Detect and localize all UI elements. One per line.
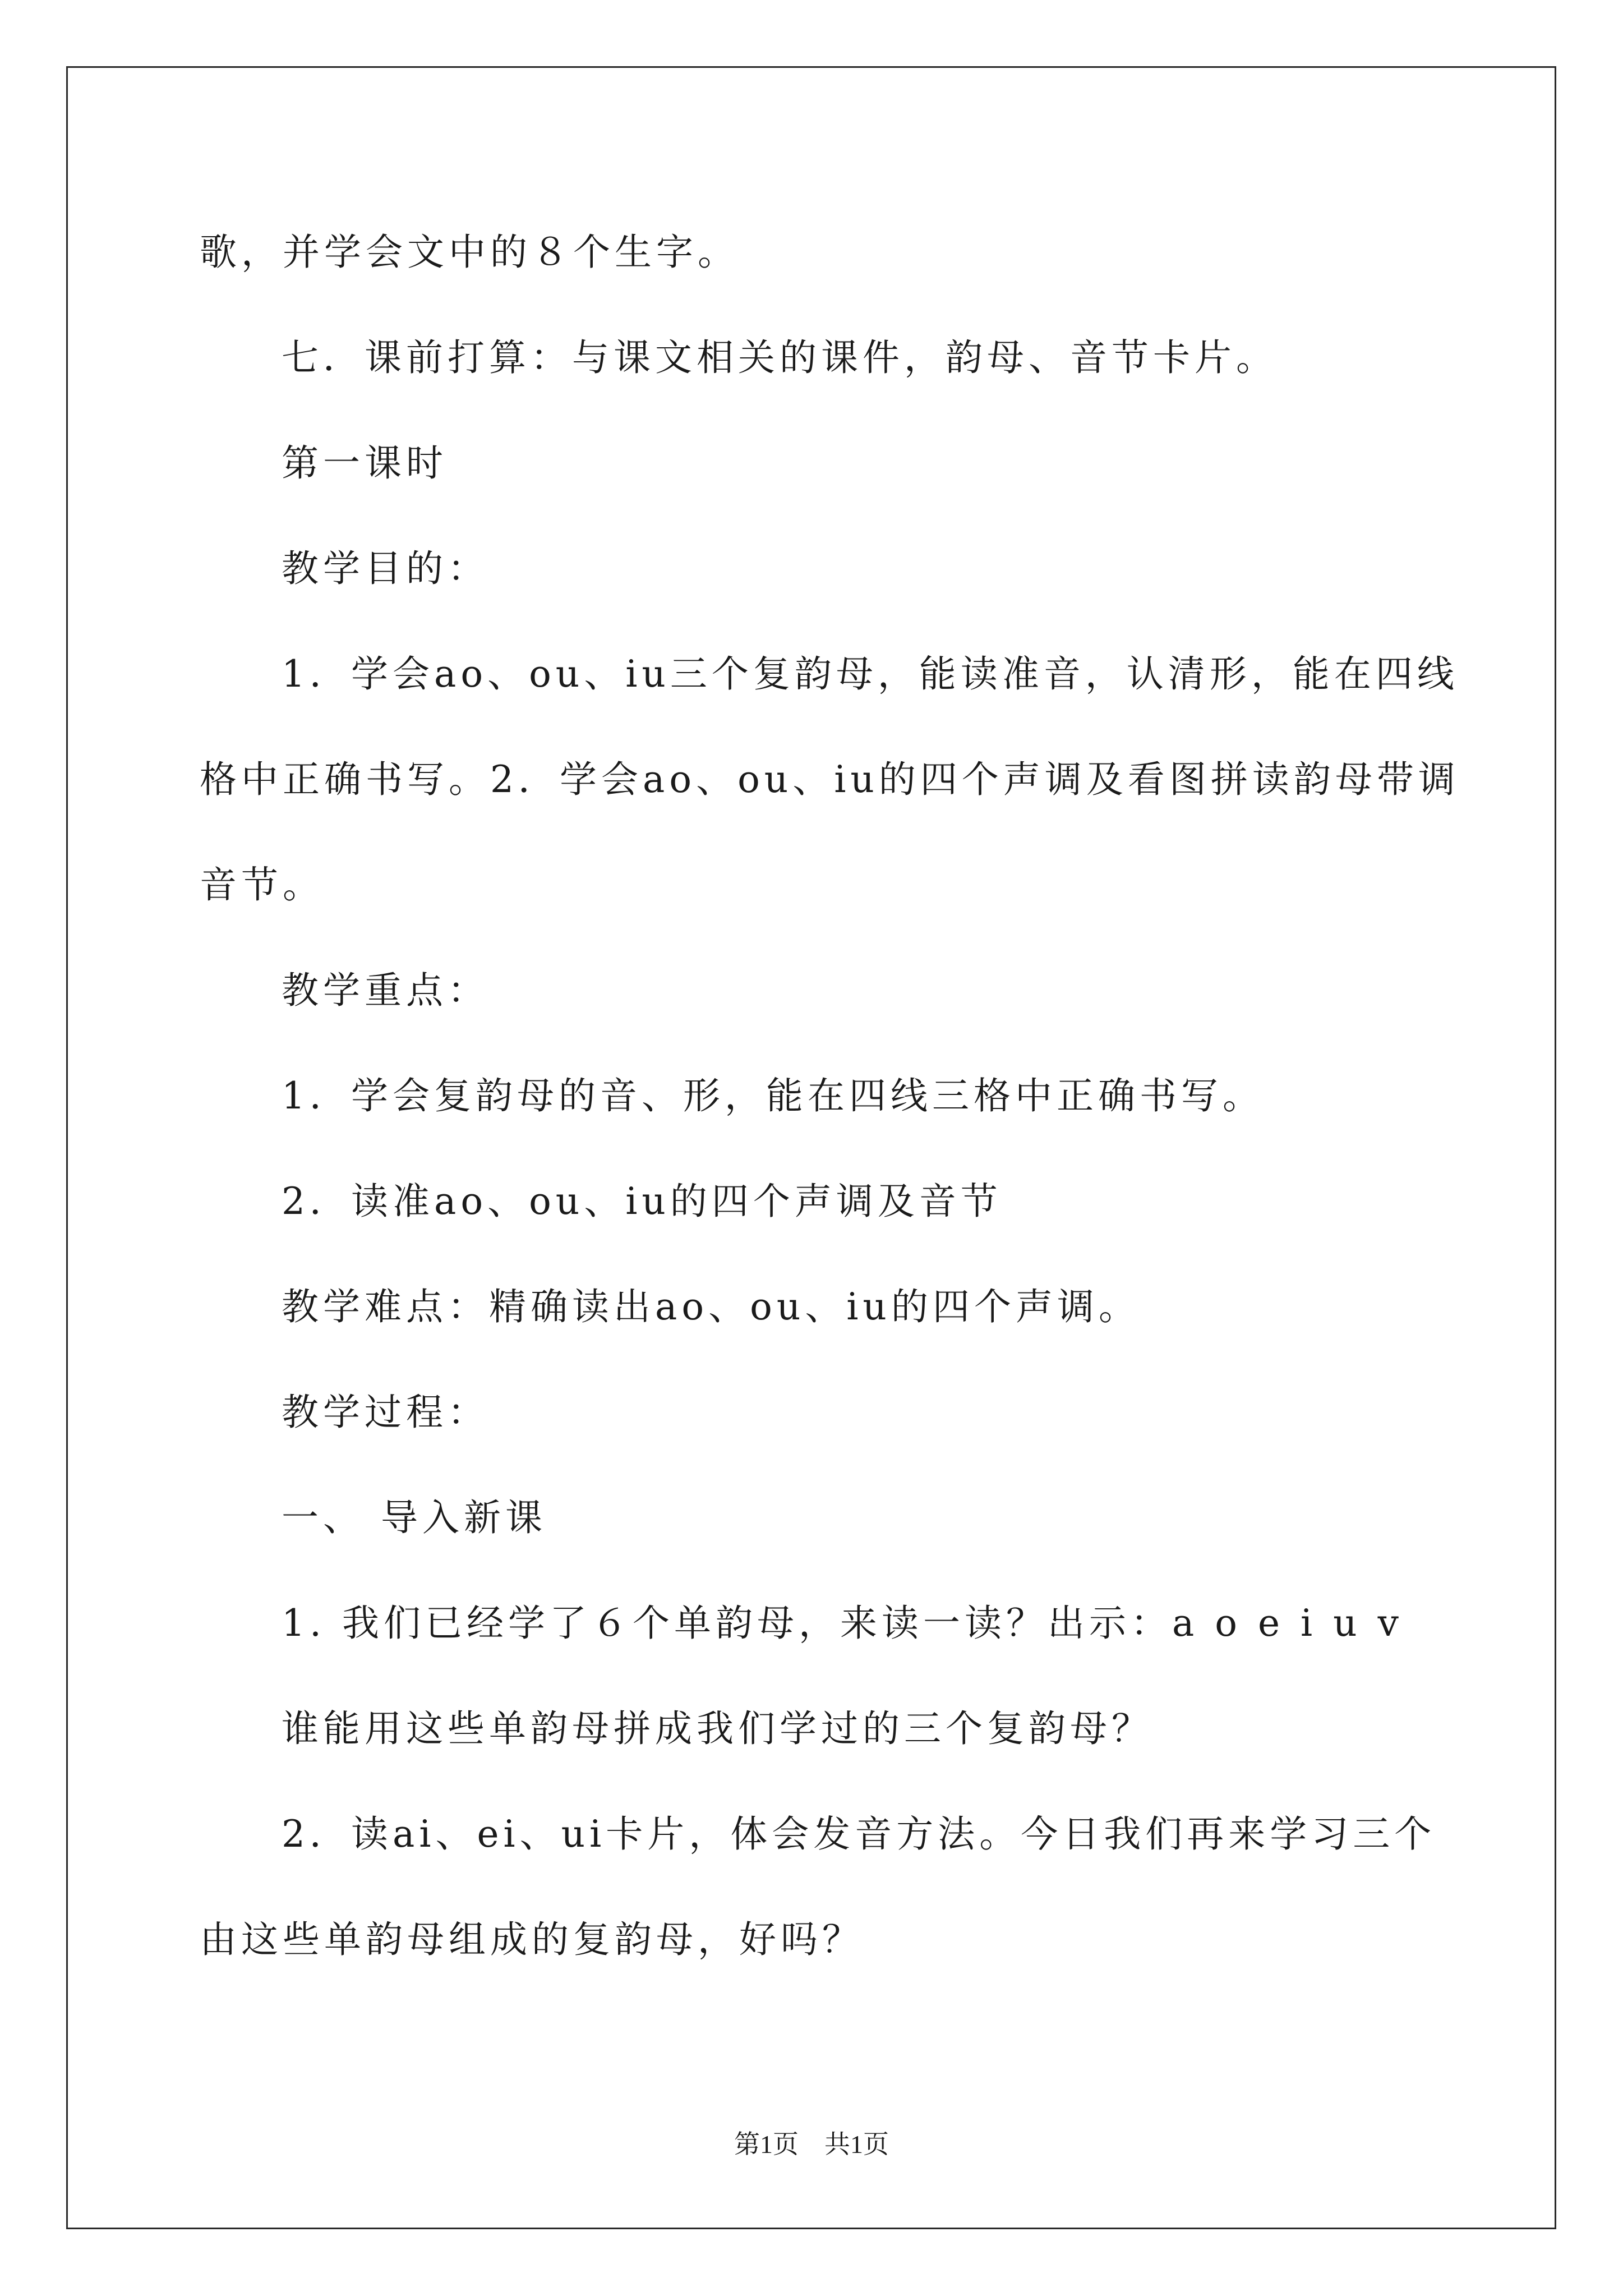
- text-line: 教学难点：精确读出ao、ou、iu的四个声调。: [282, 1285, 1140, 1328]
- text-line: 七．课前打算：与课文相关的课件，韵母、音节卡片。: [282, 336, 1278, 379]
- section-heading: 教学过程：: [282, 1391, 489, 1434]
- section-heading: 一、 导入新课: [282, 1496, 547, 1539]
- text-line: 由这些单韵母组成的复韵母，好吗？: [200, 1918, 864, 1961]
- text-line: 歌，并学会文中的８个生字。: [200, 231, 739, 274]
- page-border: [66, 66, 1556, 2229]
- text-line: 2．读ai、ei、ui卡片，体会发音方法。今日我们再来学习三个: [282, 1812, 1436, 1856]
- text-line: 音节。: [200, 863, 324, 907]
- text-line: 2．读准ao、ou、iu的四个声调及音节: [282, 1180, 1002, 1223]
- page-footer: 第1页 共1页: [734, 2130, 889, 2159]
- text-line: 1．学会复韵母的音、形，能在四线三格中正确书写。: [282, 1074, 1264, 1117]
- text-line: 1. 我们已经学了６个单韵母，来读一读？出示：a o e i u v: [282, 1602, 1403, 1645]
- section-heading: 教学重点：: [282, 969, 489, 1012]
- section-heading: 教学目的：: [282, 547, 489, 590]
- text-line: 谁能用这些单韵母拼成我们学过的三个复韵母？: [282, 1707, 1153, 1750]
- section-heading: 第一课时: [282, 441, 448, 485]
- text-line: 格中正确书写。2．学会ao、ou、iu的四个声调及看图拼读韵母带调: [200, 758, 1460, 801]
- text-line: 1．学会ao、ou、iu三个复韵母，能读准音，认清形，能在四线: [282, 652, 1459, 696]
